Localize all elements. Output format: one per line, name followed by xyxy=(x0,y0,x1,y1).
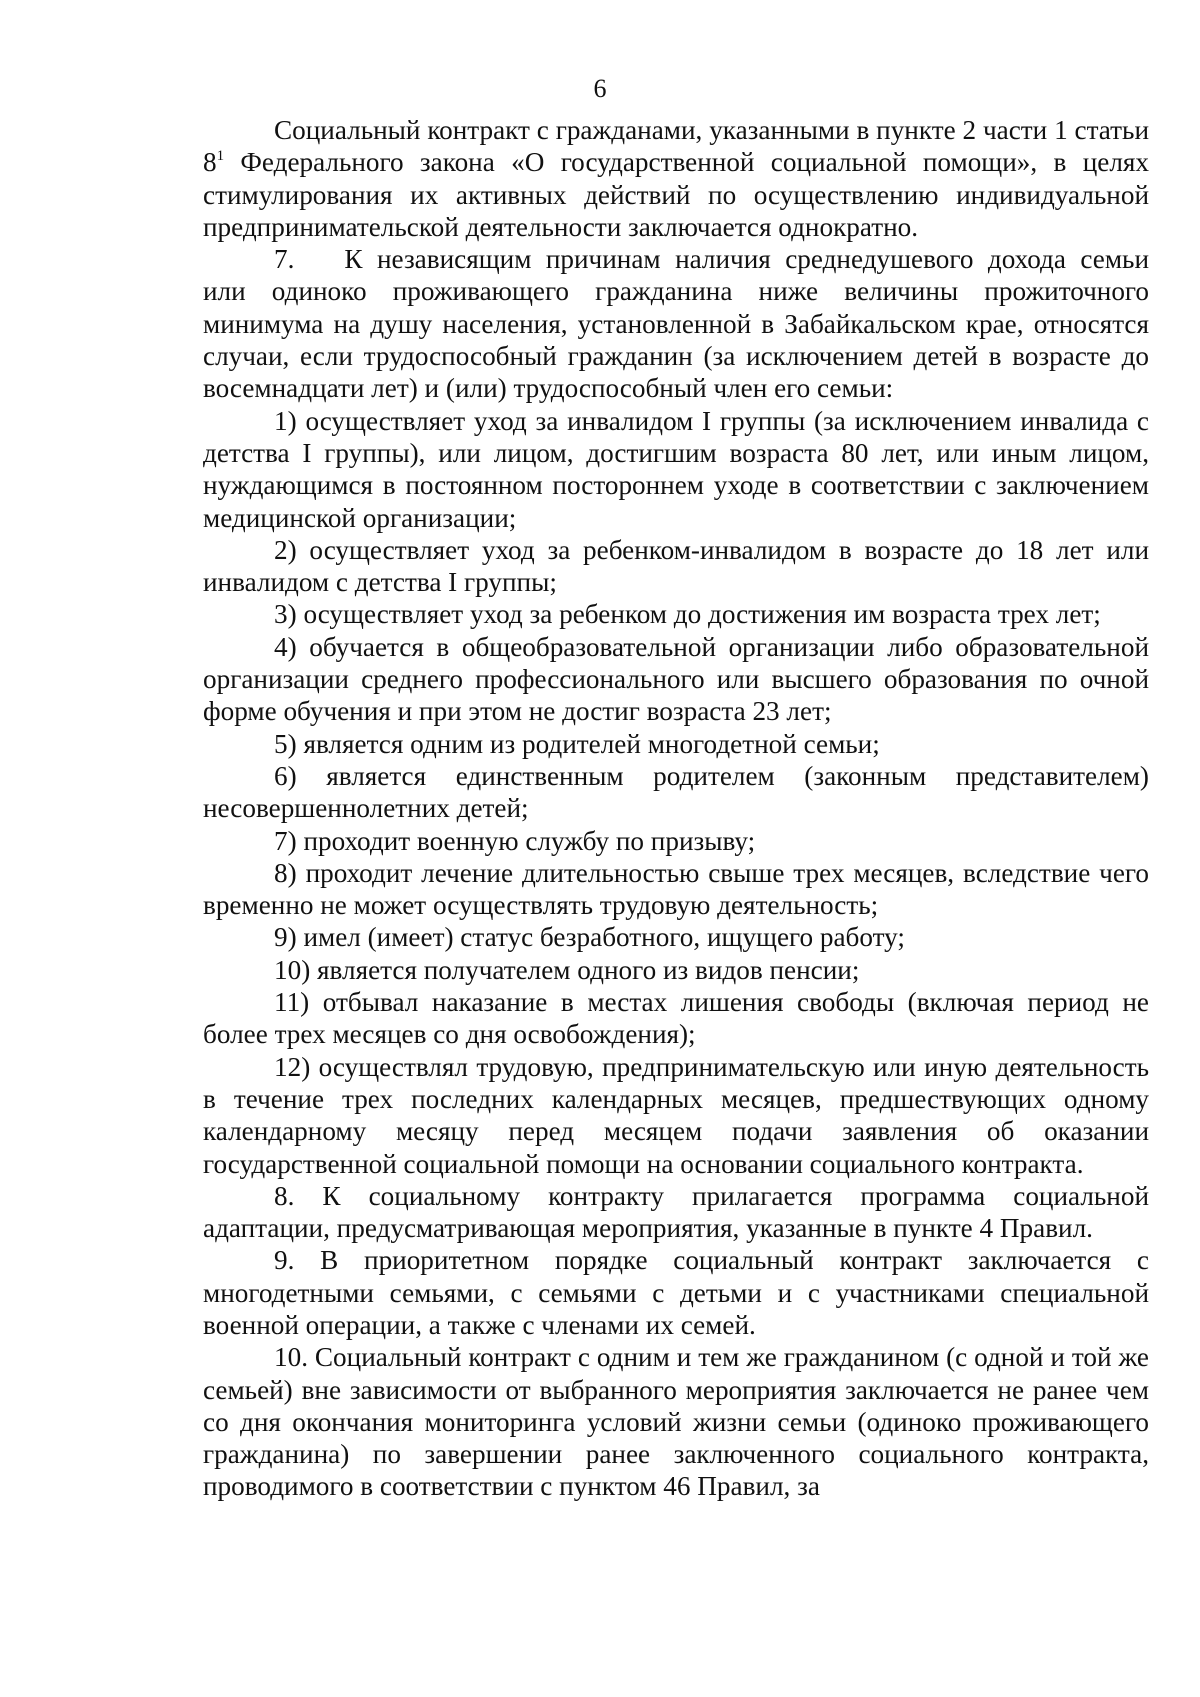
list-item-6: 6) является единственным родителем (законным представителем) несовершеннолетних детей; xyxy=(203,760,1149,824)
paragraph-7-text: К независящим причинам наличия среднедушевого дохода семьи или одиноко проживающего гражданина ниже величины прожиточного минимума на душу населения, установленной в Забайкальском крае, относятся случаи, если трудоспособный гражданин (за исключением детей в возрасте до восемнадцати лет) и (или) трудоспособный член его семьи: xyxy=(203,244,1149,404)
list-item-9: 9) имел (имеет) статус безработного, ищущего работу; xyxy=(274,922,905,953)
paragraph-intro xyxy=(203,114,1149,243)
paragraph-7 xyxy=(203,243,1149,404)
list-item-2: 2) осуществляет уход за ребенком-инвалидом в возрасте до 18 лет или инвалидом с детства I группы; xyxy=(203,534,1149,598)
paragraph-intro-part-b: Федерального закона «О государственной социальной помощи», в целях стимулирования их активных действий по осуществлению индивидуальной предпринимательской деятельности заключается однократно. xyxy=(203,147,1149,242)
paragraph-10: 10. Социальный контракт с одним и тем же гражданином (с одной и той же семьей) вне зависимости от выбранного мероприятия заключается не ранее чем со дня окончания мониторинга условий жизни семьи (одиноко проживающего гражданина) по завершении ранее заключенного социального контракта, проводимого в соответствии с пунктом 46 Правил, за xyxy=(203,1342,1149,1502)
list-item-3: 3) осуществляет уход за ребенком до достижения им возраста трех лет; xyxy=(274,599,1101,630)
list-item-1: 1) осуществляет уход за инвалидом I группы (за исключением инвалида с детства I группы), или лицом, достигшим возраста 80 лет, или иным лицом, нуждающимся в постоянном постороннем уходе в соответствии с заключением медицинской организации; xyxy=(203,405,1149,533)
list-item-7: 7) проходит военную службу по призыву; xyxy=(274,825,756,856)
list-item-4: 4) обучается в общеобразовательной организации либо образовательной организации среднего профессионального или высшего образования по очной форме обучения и при этом не достиг возраста 23 лет; xyxy=(203,631,1149,727)
paragraph-7-number: 7. xyxy=(274,244,295,275)
list-item-11: 11) отбывал наказание в местах лишения свободы (включая период не более трех месяцев со дня освобождения); xyxy=(203,987,1149,1050)
document-body xyxy=(203,114,1149,1503)
page-number: 6 xyxy=(593,74,607,103)
paragraph-9: 9. В приоритетном порядке социальный контракт заключается с многодетными семьями, с семьями с детьми и с участниками специальной военной операции, а также с членами их семей. xyxy=(203,1245,1149,1340)
list-item-5: 5) является одним из родителей многодетной семьи; xyxy=(274,728,880,759)
paragraph-8: 8. К социальному контракту прилагается программа социальной адаптации, предусматривающая мероприятия, указанные в пункте 4 Правил. xyxy=(203,1180,1149,1244)
list-item-8: 8) проходит лечение длительностью свыше трех месяцев, вследствие чего временно не может осуществлять трудовую деятельность; xyxy=(203,857,1149,921)
list-item-12: 12) осуществлял трудовую, предпринимательскую или иную деятельность в течение трех последних календарных месяцев, предшествующих одному календарному месяцу перед месяцем подачи заявления об оказании государственной социальной помощи на основании социального контракта. xyxy=(203,1051,1149,1179)
paragraph-intro-part-a: Социальный контракт с гражданами, указанными в пункте 2 части 1 статьи 8 xyxy=(203,115,1149,178)
footnote-superscript: 1 xyxy=(216,148,225,165)
list-item-10: 10) является получателем одного из видов пенсии; xyxy=(274,954,860,985)
